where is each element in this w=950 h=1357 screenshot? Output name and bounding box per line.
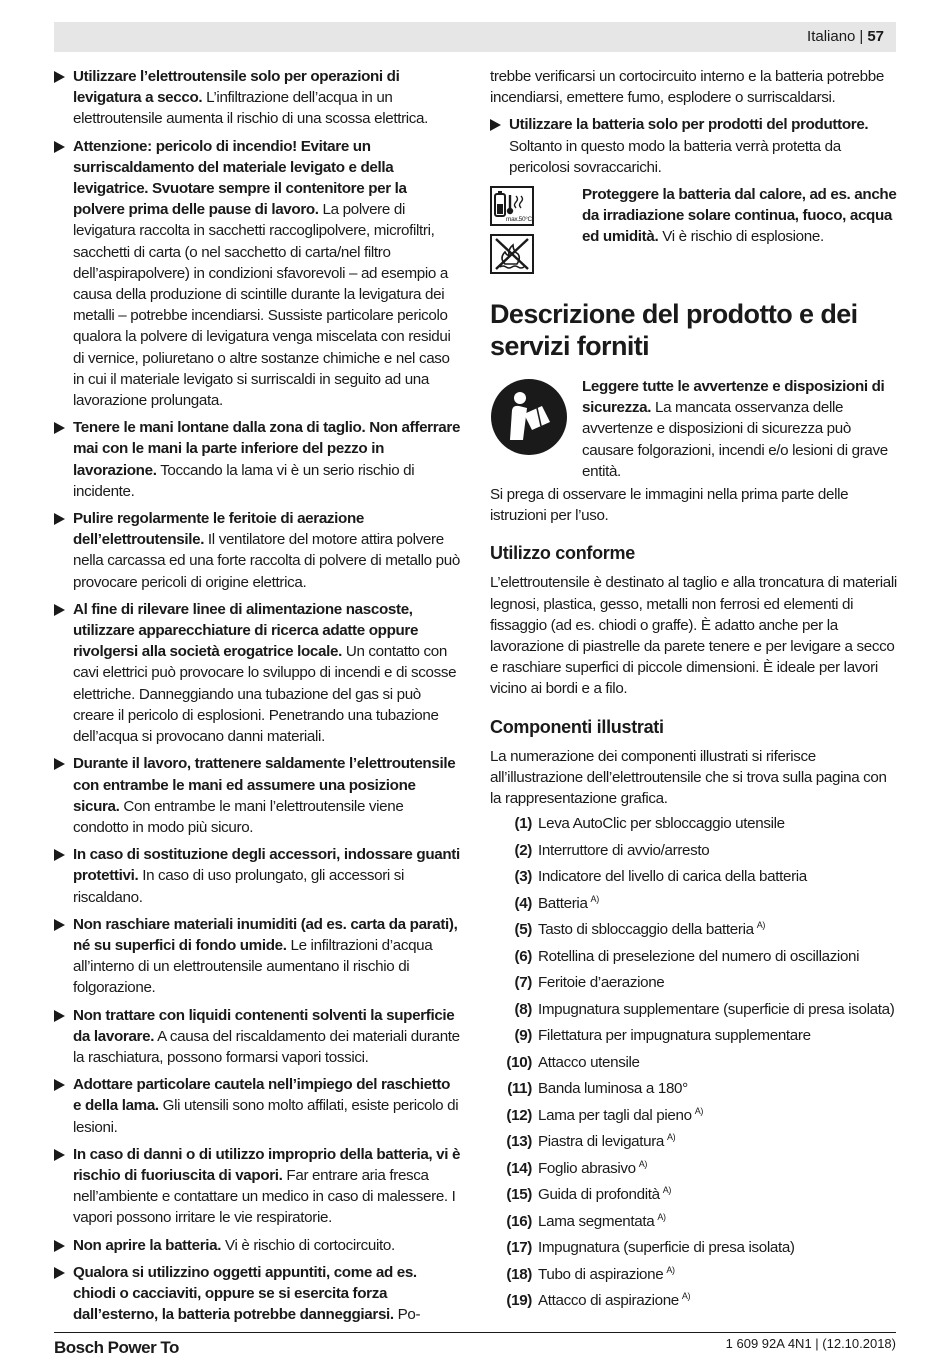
component-number: (12) [506,1106,532,1124]
component-number: (7) [514,974,532,992]
safety-bullet-bold: Qualora si utilizzino oggetti appuntiti, come ad es. chiodi o cacciaviti, oppure se si esercita forza dall’esterno, la batteria potrebbe danneggiarsi. [73,1263,417,1324]
safety-bullet-text: Vi è rischio di cortocircuito. [221,1236,395,1254]
components-intro: La numerazione dei componenti illustrati si riferisce all’illustrazione dell’elettroutensile che si trova sulla pagina con la rappresentazione grafica. [490,747,887,808]
read-manual-icon [490,378,568,456]
safety-bullet-bold: In caso di danni o di utilizzo improprio della batteria, vi è rischio di fuoriuscita di vapori. [73,1145,461,1184]
component-number: (5) [514,921,532,939]
component-label: Impugnatura supplementare (superficie di presa isolata) [538,1000,895,1018]
component-item [490,1105,898,1126]
safety-bullet [54,1235,462,1256]
safety-bullet [54,914,462,999]
component-footnote: A) [756,920,766,931]
component-item [490,1158,898,1179]
header-text [807,28,884,45]
component-footnote: A) [694,1105,704,1116]
component-label: Indicatore del livello di carica della batteria [538,868,807,886]
component-number: (9) [514,1027,532,1045]
battery-bullet [490,114,898,178]
component-number: (3) [514,868,532,886]
warning-icons [490,186,534,282]
component-label: Rotellina di preselezione del numero di oscillazioni [538,947,860,965]
component-item [490,1078,898,1099]
intended-use-title: Utilizzo conforme [490,543,635,564]
safety-bullet-bold: Pulire regolarmente le feritoie di aerazione dell’elettroutensile. [73,510,364,549]
no-fire-water-icon [490,234,534,274]
safety-bullet-text: Con entrambe le mani l’elettroutensile viene condotto in modo più sicuro. [73,797,404,836]
section-title: Descrizione del prodotto e dei servizi forniti [490,299,858,362]
component-label: Attacco di aspirazione [538,1292,679,1310]
safety-bullet-text: Po- [393,1306,421,1324]
component-number: (6) [514,947,532,965]
component-item [490,840,898,861]
component-label: Filettatura per impugnatura supplementare [538,1027,811,1045]
safety-bullet-text: Un contatto con cavi elettrici può provocare lo sviluppo di incendi e di scosse elettriche. Danneggiando una tubazione del gas si può creare il pericolo di esplosioni. Penetrando una tubazione dell’acqua si provocano danni materiali. [73,643,457,746]
component-footnote: A) [662,1185,672,1196]
safety-bullet-text: Far entrare aria fresca nell’ambiente e contattare un medico in caso di malessere. I vapori possono irritare le vie respiratorie. [73,1166,456,1227]
read-note: Si prega di osservare le immagini nella prima parte delle istruzioni per l’uso. [490,486,849,525]
component-label: Banda luminosa a 180° [538,1080,688,1098]
continuation-text: trebbe verificarsi un cortocircuito interno e la batteria potrebbe incendiarsi, emettere fumo, esplodere o surriscaldarsi. [490,68,884,107]
safety-bullet-bold: Non aprire la batteria. [73,1236,222,1254]
safety-bullet-text: A causa del riscaldamento dei materiali durante la raschiatura, possono formarsi vapori tossici. [73,1027,460,1066]
footer-rule [54,1332,896,1333]
component-number: (15) [506,1186,532,1204]
safety-bullet-text: Toccando la lama vi è un serio rischio di incidente. [73,461,415,500]
component-item [490,1264,898,1285]
component-label: Attacco utensile [538,1053,640,1071]
component-number: (19) [506,1292,532,1310]
component-number: (10) [506,1053,532,1071]
component-item [490,919,898,940]
components-title: Componenti illustrati [490,716,664,737]
left-column [54,66,462,1331]
component-number: (4) [514,894,532,912]
component-item [490,1052,898,1073]
safety-bullet-bold: Utilizzare l’elettroutensile solo per operazioni di levigatura a secco. [73,68,400,107]
component-item [490,813,898,834]
component-label: Piastra di levigatura [538,1133,665,1151]
read-warning-bold: Leggere tutte le avvertenze e disposizioni di sicurezza. [582,378,885,417]
component-label: Leva AutoClic per sbloccaggio utensile [538,815,785,833]
safety-bullet [54,844,462,908]
safety-bullet-text: L’infiltrazione dell’acqua in un elettroutensile aumenta il rischio di una scossa elettrica. [73,89,429,128]
component-item [490,972,898,993]
component-number: (2) [514,841,532,859]
safety-bullet-bold: Non raschiare materiali inumiditi (ad es. carta da parati), né su superfici di fondo umide. [73,915,458,954]
component-label: Tasto di sbloccaggio della batteria [538,921,754,939]
component-label: Guida di profondità [538,1186,660,1204]
page-header [54,22,896,52]
header-separator: | [859,28,864,45]
safety-bullet [54,417,462,502]
component-number: (18) [506,1265,532,1283]
component-label: Feritoie d’aerazione [538,974,665,992]
component-footnote: A) [667,1132,676,1143]
max-temperature-label: max.50°C [506,216,532,224]
component-item [490,999,898,1020]
footer-doc-code: 1 609 92A 4N1 | (12.10.2018) [725,1336,896,1351]
component-footnote: A) [657,1211,666,1222]
component-item [490,1184,898,1205]
component-item [490,1131,898,1152]
battery-bullet-bold: Utilizzare la batteria solo per prodotti del produttore. [509,116,869,134]
component-item [490,1237,898,1258]
component-number: (14) [506,1159,532,1177]
safety-bullet-text: Le infiltrazioni d’acqua all’interno di un elettroutensile aumentano il rischio di folgorazione. [73,936,433,997]
component-item [490,1025,898,1046]
safety-bullet-text: In caso di uso prolungato, gli accessori si riscaldano. [73,867,405,906]
header-language: Italiano [807,28,856,45]
safety-bullet-bold: Non trattare con liquidi contenenti solventi la superficie da lavorare. [73,1006,455,1045]
safety-bullet-text: Il ventilatore del motore attira polvere nella carcassa ed una forte raccolta di polvere di metallo può provocare pericoli di origine elettrica. [73,531,460,591]
component-number: (8) [514,1000,532,1018]
safety-bullet-text: La polvere di levigatura raccolta in sacchetti raccoglipolvere, microfiltri, sacchetti di carta (o nel sacchetto di carta/nel filtro dell’aspirapolvere) in condizioni sfavorevoli – ad esempio a causa della produzione di scintille durante la levigatura dei metalli – potrebbe incendiarsi. Sussiste particolare pericolo qualora la polvere di levigatura venga miscelata con residui di vernice, poliuretano o altre sostanze chimiche e nel caso in cui il materiale levigato si surriscaldi in seguito ad una lavorazione prolungata. [73,201,451,410]
component-label: Foglio abrasivo [538,1159,636,1177]
component-number: (16) [506,1212,532,1230]
safety-bullet-bold: Attenzione: pericolo di incendio! Evitare un surriscaldamento del materiale levigato e della levigatrice. Svuotare sempre il contenitore per la polvere prima delle pause di lavoro. [73,137,407,219]
component-number: (11) [507,1080,532,1098]
component-label: Lama per tagli dal pieno [538,1106,692,1124]
safety-bullet-bold: Durante il lavoro, trattenere saldamente l’elettroutensile con entrambe le mani ed assumere una posizione sicura. [73,755,456,815]
safety-bullet-bold: In caso di sostituzione degli accessori, indossare guanti protettivi. [73,846,460,885]
safety-bullet-bold: Adottare particolare cautela nell’impiego del raschietto e della lama. [73,1076,451,1115]
safety-bullet [54,599,462,747]
component-footnote: A) [681,1291,691,1302]
component-number: (17) [506,1239,532,1257]
component-item [490,1290,898,1311]
heat-warning-bold: Proteggere la batteria dal calore, ad es. anche da irradiazione solare continua, fuoco, acqua ed umidità. [582,186,897,246]
safety-bullet [54,1005,462,1069]
component-item [490,893,898,914]
footer-brand: Bosch Power To [54,1338,179,1357]
read-instructions-warning [490,376,898,482]
battery-bullet-text: Soltanto in questo modo la batteria verrà protetta da pericolosi sovraccarichi. [509,137,841,176]
component-label: Impugnatura (superficie di presa isolata) [538,1239,795,1257]
component-label: Lama segmentata [538,1212,655,1230]
heat-warning-text: Vi è rischio di esplosione. [658,228,824,246]
component-number: (13) [506,1133,532,1151]
component-item [490,1211,898,1232]
safety-bullet [54,1074,462,1138]
safety-bullet-bold: Tenere le mani lontane dalla zona di taglio. Non afferrare mai con le mani la parte inferiore del pezzo in lavorazione. [73,419,461,479]
safety-bullet [54,1262,462,1326]
heat-warning [490,184,898,270]
safety-bullet [54,753,462,838]
component-number: (1) [514,815,532,833]
component-label: Batteria [538,894,588,912]
component-item [490,946,898,967]
safety-bullet-bold: Al fine di rilevare linee di alimentazione nascoste, utilizzare apparecchiature di ricerca adatte oppure rivolgersi alla società erogatrice locale. [73,600,419,661]
component-footnote: A) [590,893,599,904]
component-label: Tubo di aspirazione [538,1265,664,1283]
components-list [490,813,898,1311]
component-label: Interruttore di avvio/arresto [538,841,710,859]
component-item [490,866,898,887]
safety-bullet [54,508,462,593]
safety-bullet [54,1144,462,1229]
safety-bullet-text: Gli utensili sono molto affilati, esiste pericolo di lesioni. [73,1097,459,1136]
safety-bullet [54,136,462,412]
safety-bullet [54,66,462,130]
component-footnote: A) [638,1158,648,1169]
right-column [490,66,898,1317]
battery-temperature-icon [490,186,534,226]
page-number: 57 [867,28,884,45]
read-warning-text: La mancata osservanza delle avvertenze e disposizioni di sicurezza può causare folgorazioni, incendi e/o lesioni di grave entità. [582,399,888,480]
intended-use-text: L’elettroutensile è destinato al taglio e alla troncatura di materiali legnosi, plastica, gesso, metalli non ferrosi ed elementi di fissaggio (ad es. chiodi o graffe). È adatto anche per la lavorazione di piastrelle da parete tenere e per levigare a secco e raschiare superfici di piccole dimensioni. È ideale per lavori vicino ai bordi e a filo. [490,574,897,698]
component-footnote: A) [666,1264,675,1275]
